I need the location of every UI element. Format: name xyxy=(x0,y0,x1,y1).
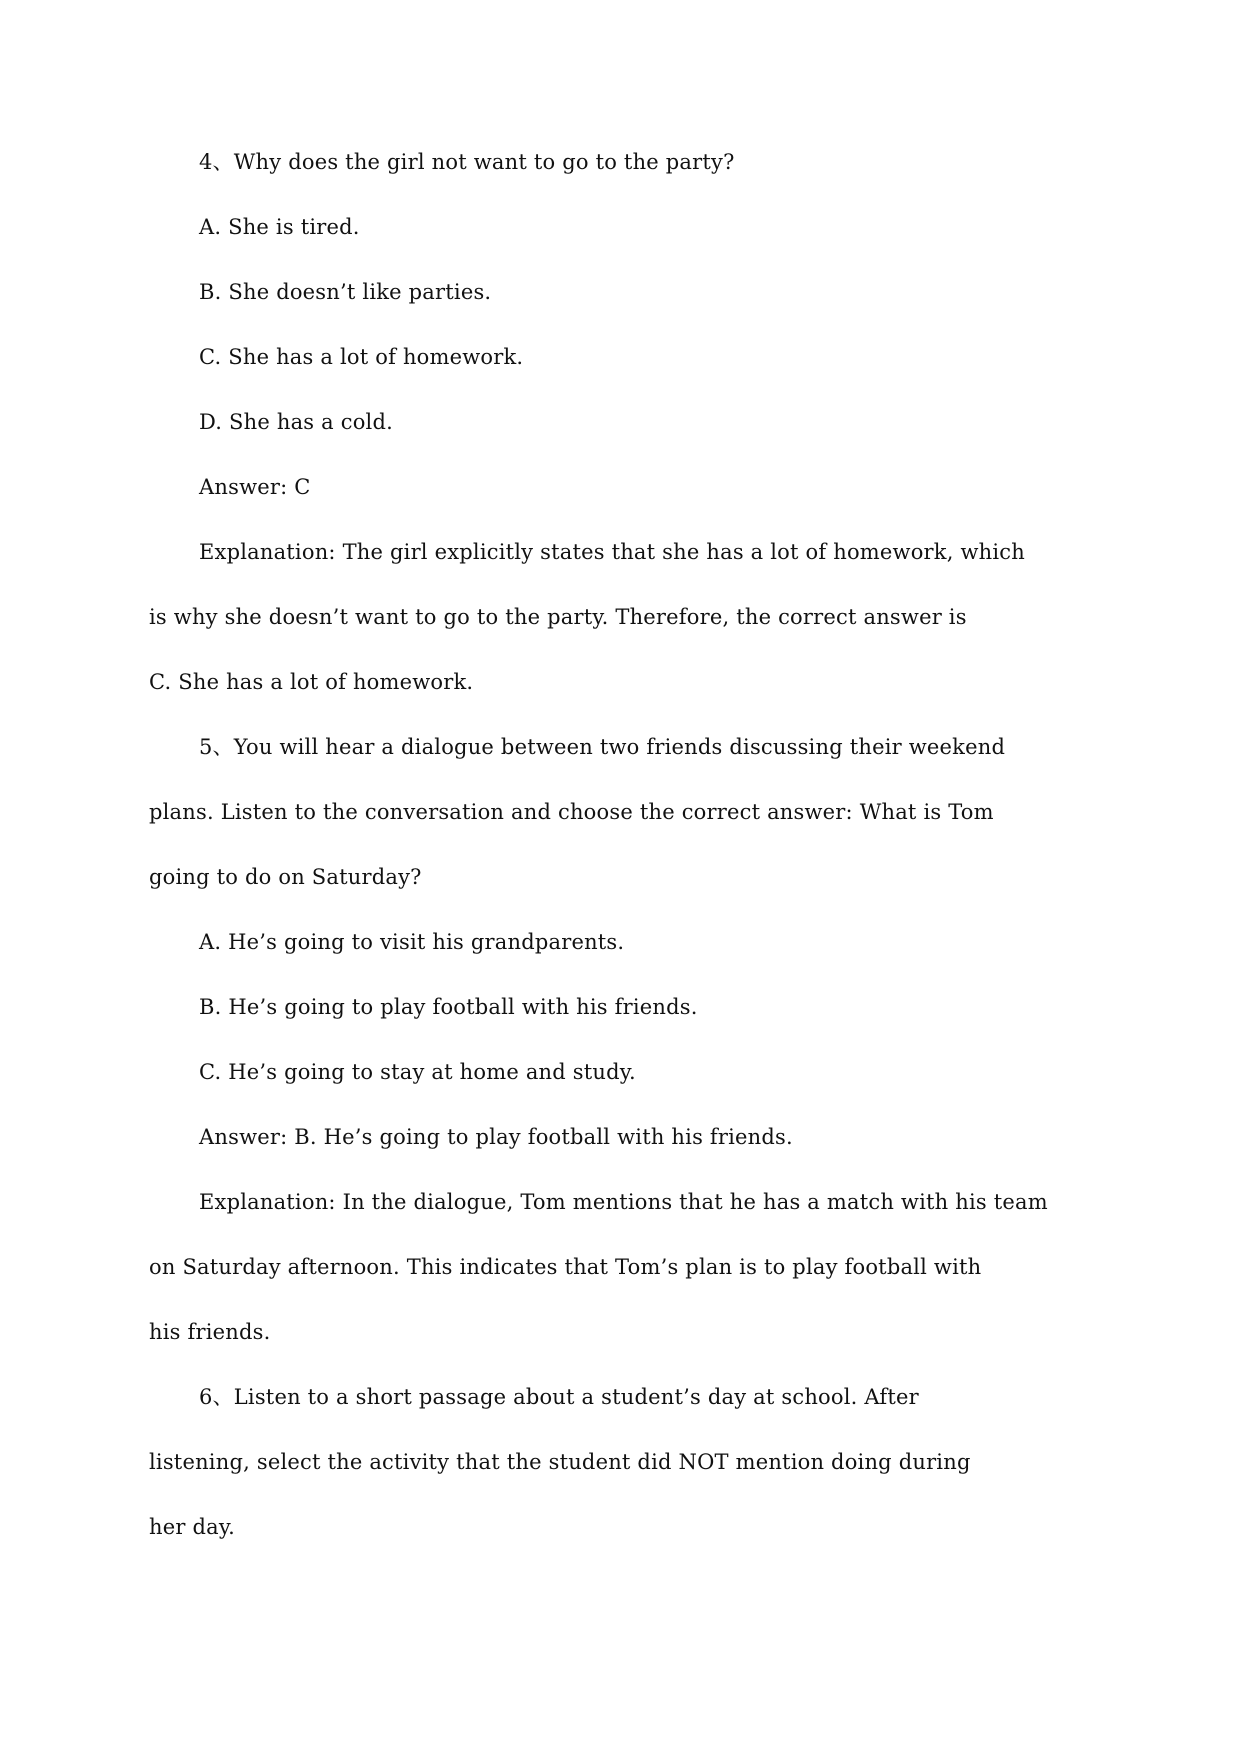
q4-explanation-line-1: Explanation: The girl explicitly states that she has a lot of homework, which xyxy=(199,540,1025,564)
q4-explanation-line-3: C. She has a lot of homework. xyxy=(149,670,474,694)
q5-explanation-line-3: his friends. xyxy=(149,1320,271,1344)
q4-question: 4、Why does the girl not want to go to the party? xyxy=(199,150,735,174)
q4-explanation-line-2: is why she doesn’t want to go to the party. Therefore, the correct answer is xyxy=(149,605,967,629)
q5-question-line-1: 5、You will hear a dialogue between two friends discussing their weekend xyxy=(199,735,1006,759)
q6-question-line-2: listening, select the activity that the student did NOT mention doing during xyxy=(149,1450,971,1474)
document-content xyxy=(149,130,1089,1560)
q6-question-line-1: 6、Listen to a short passage about a student’s day at school. After xyxy=(199,1385,919,1409)
q5-option-c: C. He’s going to stay at home and study. xyxy=(199,1060,636,1084)
q4-option-b: B. She doesn’t like parties. xyxy=(199,280,492,304)
q5-question-line-2: plans. Listen to the conversation and choose the correct answer: What is Tom xyxy=(149,800,994,824)
q6-question-line-3: her day. xyxy=(149,1515,235,1539)
q5-answer: Answer: B. He’s going to play football with his friends. xyxy=(199,1125,793,1149)
q4-option-a: A. She is tired. xyxy=(199,215,360,239)
q5-question-line-3: going to do on Saturday? xyxy=(149,865,422,889)
q4-option-d: D. She has a cold. xyxy=(199,410,393,434)
q4-answer: Answer: C xyxy=(199,475,311,499)
q5-option-a: A. He’s going to visit his grandparents. xyxy=(199,930,625,954)
q4-option-c: C. She has a lot of homework. xyxy=(199,345,524,369)
q5-option-b: B. He’s going to play football with his friends. xyxy=(199,995,698,1019)
q5-explanation-line-1: Explanation: In the dialogue, Tom mentions that he has a match with his team xyxy=(199,1190,1048,1214)
q5-explanation-line-2: on Saturday afternoon. This indicates that Tom’s plan is to play football with xyxy=(149,1255,982,1279)
